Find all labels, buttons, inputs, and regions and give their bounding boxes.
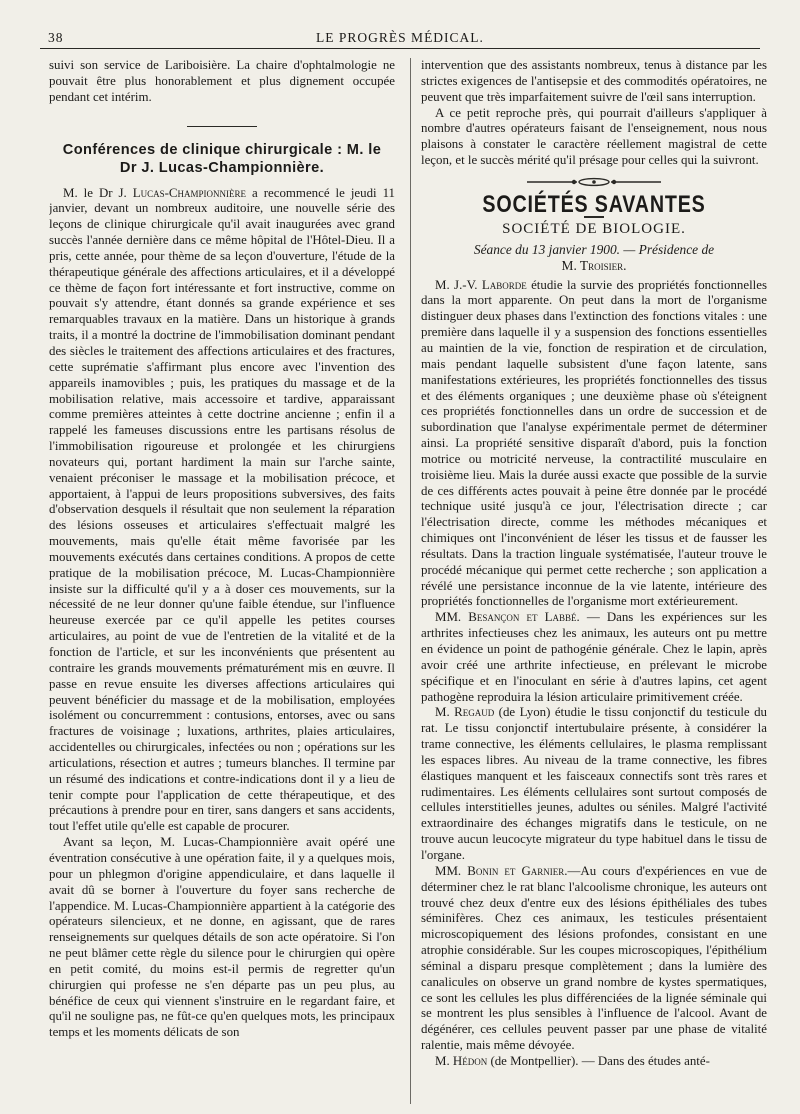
besancon-text: — Dans les expériences sur les arthrites infectieuses chez les animaux, les auteurs ont pu mettre en évidence un point de pathogénie générale. Chez le lapin, après avoir créé une arthrite infectieuse, en prélevant le microbe spécifique et en l'inoculant en série à d'autres lapins, cet agent pathogène reproduira la lésion articulaire primitivement créée.: [421, 610, 767, 704]
section-rule: [187, 126, 257, 127]
p1-body: a recommencé le jeudi 11 janvier, devant un nombreux auditoire, une nouvelle série des leçons de clinique chirurgicale qu'il avait inaugurées avec grand succès l'année dernière dans ce même hôpital de l'Hôtel-Dieu. Il a pris, cette année, pour thème de sa leçon d'ouverture, l'étude de la thérapeutique générale des affections articulaires, et il a développé ce thème de façon fort intéressante et fort instructive, comme on pouvait s'y attendre, étant donnés sa grande expérience et ses remarquables travaux en la matière. Dans un historique à grands traits, il a montré la doctrine de l'immobilisation dominant pendant des siècles le traitement des affections articulaires et des fractures, cette suprématie s'affirmant plus encore avec l'invention des appareils inamovibles ; puis, les pratiques du massage et de la mobilisation relative, mais accessoire et tardive, apparaissant comme premières atteintes à cette doctrine ancienne ; enfin il a rappelé les fameuses discussions entre les partisans résolus de l'immobilisation rigoureuse et prolongée et les chirurgiens novateurs qui, portant hardiment la main sur l'arche sainte, venaient préconiser le massage et la mobilisation précoce, et apportaient, à l'appui de leurs propositions subversives, des faits d'observation desquels il résultait que non seulement la réparation des lésions osseuses et articulaires s'effectuait malgré les mouvements, mais qu'elle était même favorisée par les mouvements exécutés dans certaines conditions. A propos de cette pratique de la mobilisation précoce, M. Lucas-Championnière insiste sur la difficulté qu'il y a à doser ces mouvements, sur la nécessité de ne leur donner qu'une faible étendue, sur l'influence heureuse exercée par ce qu'il appelle les petites courses articulaires, au point de vue de l'entretien de la vitalité et de la fonction de l'article, et sur les inconvénients que présentent au contraire les grands mouvements prématurément mis en œuvre. Il passe en revue ensuite les diverses affections articulaires qui peuvent bénéficier du massage et de la mobilisation, employées isolément ou concurremment : contusions, entorses, avec ou sans fractures de voisinage ; luxations, arthrites, plaies articulaires, accidentelles ou chirurgicales, infectées ou non ; opérations sur les articulations, résection et autres ; tumeurs blanches. Il termine par un résumé des indications et contre-indications dont il y a lieu de tenir compte pour l'application de cette thérapeutique, et des précautions à prendre pour en tirer, sans dangers et sans accidents, tout l'effet utile qu'elle est capable de procurer.: [49, 185, 395, 834]
bonin-authors: MM. Bonin et Garnier.: [435, 863, 568, 878]
right-column: [421, 58, 767, 1108]
hedon-paragraph: [421, 1054, 767, 1070]
laborde-paragraph: [421, 278, 767, 611]
intro-paragraph: suivi son service de Lariboisière. La chaire d'ophtalmologie ne pouvait être plus honorablement et plus dignement occupée pendant cet intérim.: [49, 58, 395, 104]
besancon-authors: MM. Besançon et Labbé.: [435, 610, 580, 625]
seance-president: M. Troisier.: [561, 257, 627, 273]
page-header: [40, 26, 760, 49]
besancon-paragraph: [421, 610, 767, 705]
reproche-paragraph: A ce petit reproche près, qui pourrait d'ailleurs s'appliquer à nombre d'autres opérateurs faisant de l'enseignement, nous nous plaisons à constater le caractère réellement magistral de cette leçon, et le succès mérité qu'il présage pour celles qui la suivront.: [421, 105, 767, 168]
society-name: SOCIÉTÉ DE BIOLOGIE.: [502, 220, 686, 237]
seance-date: 13 janvier 1900. — Présidence de: [531, 241, 715, 257]
conference-paragraph-1: [49, 186, 395, 836]
p1-author-name: Lucas-Championnière: [132, 185, 247, 200]
regaud-paragraph: [421, 705, 767, 863]
conference-heading-line1: Conférences de clinique chirurgicale : M. le: [62, 141, 382, 158]
section-title: SOCIÉTÉS SAVANTES: [482, 190, 706, 218]
regaud-author: M. Regaud: [435, 705, 495, 720]
continuation-paragraph: intervention que des assistants nombreux, tenus à distance par les strictes exigences de l'antisepsie et des commodités opératoires, ne peuvent que très imparfaitement suivre de l'œil sans interruption.: [421, 58, 767, 104]
hedon-text: (de Montpellier). — Dans des études anté-: [487, 1053, 710, 1068]
conference-heading-line2: Dr J. Lucas-Championnière.: [119, 159, 325, 176]
seance-line: [421, 242, 767, 274]
column-divider: [410, 58, 411, 1104]
conference-paragraph-2: Avant sa leçon, M. Lucas-Championnière avait opéré une éventration consécutive à une opération faite, il y a quelques mois, pour un phlegmon d'origine appendiculaire, et dans laquelle il avait dû se borner à l'ouverture du foyer sans recherche de l'appendice. M. Lucas-Championnière appartient à la catégorie des opérateurs silencieux, et ne donne, en agissant, que de rares renseignements sur quelques détails de son acte opératoire. Si l'on ne peut blâmer cette règle du silence pour le chirurgien qui opère en petit comité, du moins est-il permis de regretter qu'un chirurgien qui professe ne s'en départe pas un peu plus, au bénéfice de ceux qui viennent s'instruire en le regardant faire, et qu'il ne souligne pas, ne fût-ce qu'en quelques mots, les principaux temps et les moments délicats de son: [49, 835, 395, 1040]
conference-heading: [49, 141, 395, 177]
seance-prefix: Séance du: [473, 241, 529, 257]
bonin-paragraph: [421, 864, 767, 1054]
p1-lead: M. le Dr J.: [63, 185, 133, 200]
left-column: [49, 58, 395, 1108]
laborde-text: étudie la survie des propriétés fonctionnelles dans la mort apparente. On peut dans la mort de l'organisme distinguer deux phases dans l'extinction des fonctions vitales : une première dans laquelle il y a suspension des fonctions essentielles au maintien de la vie, fonction de respiration et de circulation, mais pendant laquelle subsistent d'une façon latente, sans manifestations extérieures, les propriétés fonctionnelles des tissus et des éléments organiques ; une deuxième phase où s'éteignent ces propriétés fonctionnelles dans un ordre de succession et de subordination que l'analyse expérimentale permet de déterminer ainsi. La propriété sensitive disparaît d'abord, puis la fonction motrice ou motricité nerveuse, la contractilité musculaire en troisième lieu. Mais la durée aussi exacte que possible de la survie de ces différents actes pouvait à peine être donnée par le procédé technique usité jusqu'à ce jour, l'électrisation directe ; car l'électrisation directe, comme les méthodes mécaniques et chimiques ont l'inconvénient de léser les tissus et de fausser les résultats. Dans la traction linguale systématisée, l'auteur trouve le procédé mécanique qui permet cette recherche ; son application a révélé une persistance inconnue de la vie latente, intérieure des propriétés fonctionnelles de l'organisme mort extérieurement.: [421, 277, 767, 609]
ornament-divider-icon: [519, 177, 669, 187]
regaud-text: (de Lyon) étudie le tissu conjonctif du testicule du rat. Le tissu conjonctif intertubulaire présente, à considérer la trame connective, les éléments cellulaires, le plasma remplissant les espaces libres. Au niveau de la trame connective, les fibres élastiques manquent et les faisceaux connectifs sont très rares et rudimentaires. Les éléments cellulaires sont surtout composés de cellules interstitielles jeunes, adultes ou séniles. Malgré l'activité extraordinaire des échanges migratifs dans le testicule, on ne trouve aucun leucocyte migrateur du type habituel dans le tissu de l'organe.: [421, 705, 767, 862]
page-number: 38: [48, 30, 64, 45]
hedon-author: M. Hédon: [435, 1053, 488, 1068]
bonin-text: —Au cours d'expériences en vue de déterminer chez le rat blanc l'alcoolisme chronique, les auteurs ont trouvé chez deux d'entre eux des lésions épithéliales des tubes séminifères. Chez ces animaux, les testicules présentaient microscopiquement des lésions profondes, consistant en une atrophie considérable. Sur les coupes microscopiques, l'épithélium séminal a disparu presque complètement ; dans la lumière des canalicules on observe un grand nombre de kystes spermatiques, ce sont les cellules les plus différenciées de la lignée séminale qui se montrent les plus sensibles à l'influence de l'alcool. Avant de dégénérer, ces cellules peuvent passer par une phase de vitalité ralentie, mais même dévoyée.: [421, 863, 767, 1053]
running-title: LE PROGRÈS MÉDICAL.: [316, 30, 484, 45]
laborde-author: M. J.-V. Laborde: [435, 277, 527, 292]
